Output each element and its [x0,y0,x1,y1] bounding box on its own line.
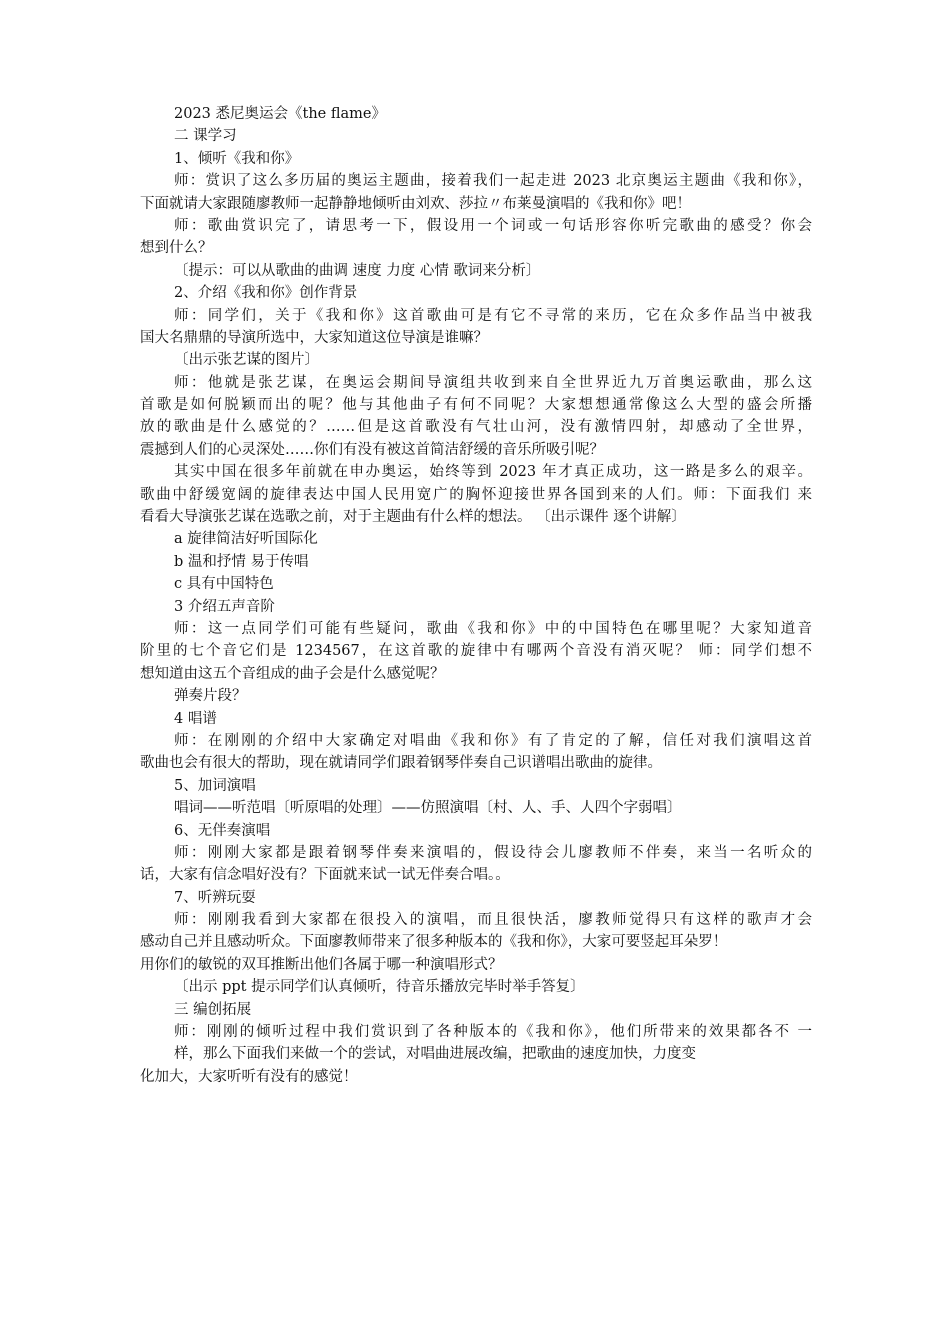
subsection-heading: 1、倾听《我和你》 [174,150,300,167]
text-line: 师：刚刚的倾听过程中我们赏识到了各种版本的《我和你》，他们所带来的效果都各不 一 [174,1024,812,1041]
text-line: 样，那么下面我们来做一个的尝试，对唱曲进展改编，把歌曲的速度加快，力度变 [174,1046,696,1063]
section-heading: 二 课学习 [174,128,237,145]
subsection-heading: 4 唱谱 [174,710,217,727]
text-line: 感动自己并且感动听众。下面廖教师带来了很多种版本的《我和你》，大家可要竖起耳朵罗！ [140,934,728,951]
subsection-heading: 3 介绍五声音阶 [174,598,275,615]
text-line: 阶里的七个音它们是 1234567，在这首歌的旋律中有哪两个音没有消灭呢？ 师：同学们想不 [140,643,812,660]
text-line: 震撼到人们的心灵深处……你们有没有被这首简洁舒缓的音乐所吸引呢？ [140,441,604,458]
text-line: 2023 悉尼奥运会《the flame》 [174,106,387,122]
text-line: 下面就请大家跟随廖教师一起静静地倾听由刘欢、莎拉〃布莱曼演唱的《我和你》吧！ [140,195,691,212]
text-line: 看看大导演张艺谋在选歌之前，对于主题曲有什么样的想法。 〔出示课件 逐个讲解〕 [140,509,686,526]
hint-line: 〔提示：可以从歌曲的曲调 速度 力度 心情 歌词来分析〕 [174,262,541,279]
subsection-heading: 5、加词演唱 [174,777,256,794]
text-line: 师：刚刚我看到大家都在很投入的演唱，而且很快活，廖教师觉得只有这样的歌声才会 [174,912,812,929]
subsection-heading: 2、介绍《我和你》创作背景 [174,285,358,302]
text-line: 师：在刚刚的介绍中大家确定对唱曲《我和你》有了肯定的了解，信任对我们演唱这首 [174,732,812,749]
text-line: 想到什么？ [140,240,213,257]
text-line: 用你们的敏锐的双耳推断出他们各属于哪一种演唱形式？ [140,956,503,973]
text-line: 师：这一点同学们可能有些疑问，歌曲《我和你》中的中国特色在哪里呢？大家知道音 [174,620,812,637]
section-heading: 三 编创拓展 [174,1001,252,1018]
text-line: 其实中国在很多年前就在申办奥运，始终等到 2023 年才真正成功，这一路是多么的艰辛。 [174,464,812,481]
text-line: 师：赏识了这么多历届的奥运主题曲，接着我们一起走进 2023 北京奥运主题曲《我和你》， [174,173,812,190]
hint-line: 〔出示 ppt 提示同学们认真倾听，待音乐播放完毕时举手答复〕 [174,979,585,996]
hint-line: 〔出示张艺谋的图片〕 [174,352,319,369]
list-item: b 温和抒情 易于传唱 [174,553,309,570]
text-line: 国大名鼎鼎的导演所选中，大家知道这位导演是谁嘛？ [140,329,488,346]
text-line: 首歌是如何脱颖而出的呢？他与其他曲子有何不同呢？大家想想通常像这么大型的盛会所播 [140,397,812,414]
list-item: a 旋律简洁好听国际化 [174,531,318,548]
subsection-heading: 6、无伴奏演唱 [174,822,271,839]
text-line: 歌曲中舒缓宽阔的旋律表达中国人民用宽广的胸怀迎接世界各国到来的人们。师：下面我们 来 [140,486,812,503]
text-line: 师：同学们，关于《我和你》这首歌曲可是有它不寻常的来历，它在众多作品当中被我 [174,307,812,324]
text-line: 放的歌曲是什么感觉的？……但是这首歌没有气壮山河，没有激情四射，却感动了全世界， [140,419,812,436]
document-body [140,103,812,1088]
list-item: c 具有中国特色 [174,576,274,593]
text-line: 师：他就是张艺谋，在奥运会期间导演组共收到来自全世界近九万首奥运歌曲，那么这 [174,374,812,391]
subsection-heading: 7、听辨玩耍 [174,889,256,906]
text-line: 师：刚刚大家都是跟着钢琴伴奏来演唱的，假设待会儿廖教师不伴奏，来当一名听众的 [174,844,812,861]
text-line: 唱词——听范唱〔听原唱的处理〕——仿照演唱〔村、人、手、人四个字弱唱〕 [174,800,682,817]
text-line: 化加大，大家听听有没有的感觉！ [140,1068,358,1085]
text-line: 想知道由这五个音组成的曲子会是什么感觉呢？ [140,665,445,682]
text-line: 话，大家有信念唱好没有？下面就来试一试无伴奏合唱。。 [140,867,510,884]
text-line: 歌曲也会有很大的帮助，现在就请同学们跟着钢琴伴奏自己识谱唱出歌曲的旋律。 [140,755,662,772]
text-line: 师：歌曲赏识完了，请思考一下，假设用一个词或一句话形容你听完歌曲的感受？你会 [174,217,812,234]
text-line: 弹奏片段？ [174,688,247,705]
